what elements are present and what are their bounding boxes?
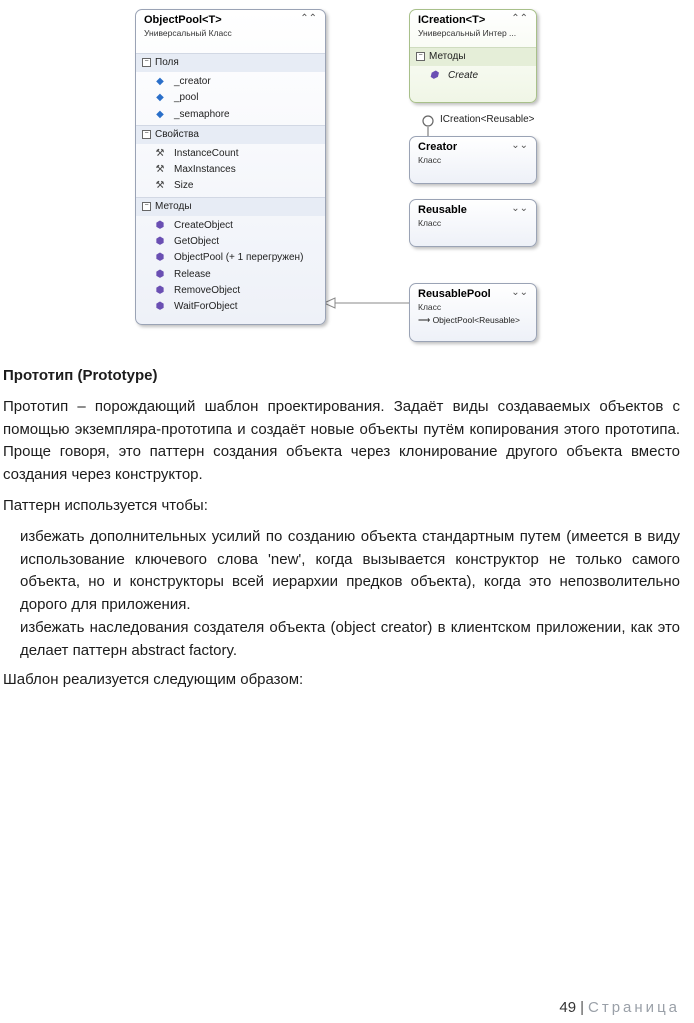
list-item[interactable]: ◆ _pool <box>154 90 325 106</box>
field-icon: ◆ <box>156 92 164 104</box>
reusablepool-class-kind: Класс <box>418 302 442 312</box>
double-chevron-down-icon[interactable]: ⌄⌄ <box>511 140 528 151</box>
inherits-arrow-icon: ⟶ <box>418 315 431 325</box>
collapse-minus-icon[interactable]: − <box>142 130 151 139</box>
fields-section-header[interactable]: − Поля <box>136 53 325 72</box>
fields-list <box>136 72 325 125</box>
list-item[interactable]: ⬢ Release <box>154 267 325 283</box>
list-item[interactable]: ◆ _semaphore <box>154 107 325 123</box>
list-item[interactable]: ⬢ RemoveObject <box>154 283 325 299</box>
icreation-methods-header[interactable]: − Методы <box>410 47 536 66</box>
creator-class-name: Creator <box>418 141 458 153</box>
double-chevron-down-icon[interactable]: ⌄⌄ <box>511 203 528 214</box>
methods-list <box>136 216 325 318</box>
section-heading: Прототип (Prototype) <box>3 367 158 384</box>
list-item[interactable]: ⬢ WaitForObject <box>154 299 325 315</box>
list-item[interactable]: ⚒ InstanceCount <box>154 146 325 162</box>
list-item[interactable]: ⬢ CreateObject <box>154 218 325 234</box>
method-cube-icon: ⬢ <box>429 70 439 81</box>
lollipop-label: ICreation<Reusable> <box>440 114 535 125</box>
method-cube-icon: ⬢ <box>155 284 165 296</box>
paragraph-implementation: Шаблон реализуется следующим образом: <box>3 671 304 688</box>
method-cube-icon: ⬢ <box>155 252 165 264</box>
paragraph-usage-intro: Паттерн используется чтобы: <box>3 497 208 514</box>
field-icon: ◆ <box>156 108 164 120</box>
icreation-interface-name: ICreation<T> <box>418 14 486 26</box>
method-cube-icon: ⬢ <box>155 301 165 313</box>
collapse-minus-icon[interactable]: − <box>416 52 425 61</box>
list-item[interactable]: ⚒ MaxInstances <box>154 162 325 178</box>
collapse-minus-icon[interactable]: − <box>142 202 151 211</box>
wrench-icon: ⚒ <box>155 180 165 192</box>
double-chevron-down-icon[interactable]: ⌄⌄ <box>511 287 528 298</box>
collapse-minus-icon[interactable]: − <box>142 58 151 67</box>
icreation-interface-kind: Универсальный Интер ... <box>418 28 517 38</box>
list-item[interactable]: ◆ _creator <box>154 74 325 90</box>
list-item[interactable]: ⬢ ObjectPool (+ 1 перегружен) <box>154 250 325 266</box>
field-icon: ◆ <box>156 76 164 87</box>
double-chevron-up-icon[interactable]: ⌃⌃ <box>511 13 528 24</box>
properties-section-header[interactable]: − Свойства <box>136 125 325 144</box>
method-cube-icon: ⬢ <box>155 219 165 231</box>
methods-section-header[interactable]: − Методы <box>136 197 325 216</box>
usage-item-1: избежать дополнительных усилий по созданию объекта стандартным путем (имеется в виду использование ключевого слова 'new', когда вызывается конструктор не только самого объекта, но и конструкторы всей иерархии предков объекта), когда это непозволительно дорого для приложения. <box>20 528 680 613</box>
list-item[interactable]: ⬢ GetObject <box>154 234 325 250</box>
list-item[interactable]: ⬢ Create <box>428 68 536 84</box>
objectpool-class-name: ObjectPool<T> <box>144 14 222 26</box>
objectpool-class-kind: Универсальный Класс <box>144 28 232 38</box>
icreation-methods-list <box>410 66 536 86</box>
footer-page-word: Страница <box>588 999 680 1016</box>
page-number: 49 <box>559 999 577 1016</box>
method-cube-icon: ⬢ <box>155 236 165 248</box>
class-diagram <box>0 0 694 340</box>
list-item[interactable]: ⚒ Size <box>154 178 325 194</box>
double-chevron-up-icon[interactable]: ⌃⌃ <box>300 13 317 24</box>
paragraph-definition: Прототип – порождающий шаблон проектирования. Задаёт виды создаваемых объектов с помощью экземпляра-прототипа и создаёт новые объекты путём копирования этого прототипа. Проще говоря, это паттерн создания объекта через клонирование другого объекта вместо создания через конструктор. <box>3 398 680 483</box>
creator-class-box[interactable] <box>409 136 537 184</box>
objectpool-class-box[interactable] <box>135 9 326 325</box>
usage-item-2: избежать наследования создателя объекта (object creator) в клиентском приложении, как это делает паттерн abstract factory. <box>20 619 680 659</box>
reusable-class-name: Reusable <box>418 204 467 216</box>
diagram-connectors <box>0 0 694 340</box>
properties-list <box>136 144 325 197</box>
method-cube-icon: ⬢ <box>155 268 165 280</box>
wrench-icon: ⚒ <box>155 147 165 159</box>
footer-separator: | <box>580 999 585 1016</box>
page-footer <box>559 999 680 1016</box>
reusable-class-box[interactable] <box>409 199 537 247</box>
icreation-interface-box[interactable] <box>409 9 537 103</box>
reusablepool-class-name: ReusablePool <box>418 288 491 300</box>
creator-class-kind: Класс <box>418 155 442 165</box>
lollipop-circle <box>423 116 433 126</box>
inherits-line: ⟶ ObjectPool<Reusable> <box>418 315 520 325</box>
reusable-class-kind: Класс <box>418 218 442 228</box>
wrench-icon: ⚒ <box>155 164 165 176</box>
reusablepool-class-box[interactable] <box>409 283 537 342</box>
